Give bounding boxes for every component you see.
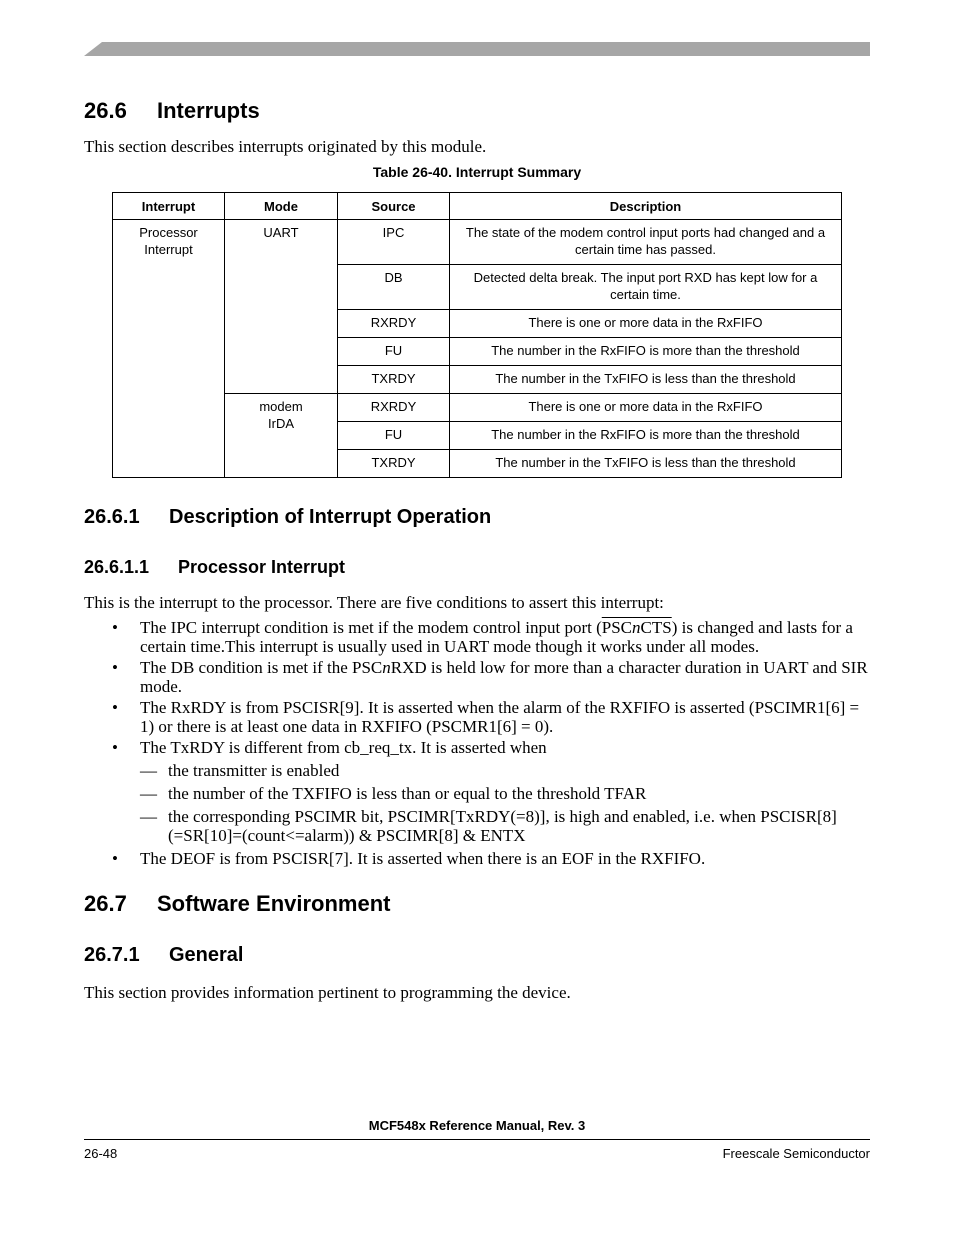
description-cell: The state of the modem control input ports had changed and a certain time has passed. [450,220,842,265]
table-row [113,220,842,265]
bullet-mark: • [112,698,118,717]
description-cell: Detected delta break. The input port RXD has kept low for a certain time. [450,265,842,310]
table-caption: Table 26-40. Interrupt Summary [372,164,582,180]
processor-interrupt-intro: This is the interrupt to the processor. There are five conditions to assert this interrupt: [84,593,664,612]
list-item-txrdy: • The TxRDY is different from cb_req_tx. It is asserted when [112,738,547,757]
table-header-row [113,193,842,220]
section-intro: This section describes interrupts originated by this module. [84,137,487,156]
interrupt-cell: Processor Interrupt [113,220,225,478]
column-header: Source [338,193,450,220]
bullet-mark: • [112,618,118,637]
header-bar [84,42,870,56]
sub-item: — the corresponding PSCIMR bit, PSCIMR[TxRDY(=8)], is high and enabled, i.e. when PSCISR[8] (=SR[10]=(count<=alarm)) & PSCIMR[8] & ENTX [140,807,837,845]
source-cell: TXRDY [338,366,450,394]
description-cell: There is one or more data in the RxFIFO [450,394,842,422]
source-cell: FU [338,422,450,450]
general-intro: This section provides information pertinent to programming the device. [84,983,571,1002]
list-item-deof: • The DEOF is from PSCISR[7]. It is asserted when there is an EOF in the RXFIFO. [112,849,706,868]
footer-rule [84,1139,870,1140]
page-number: 26-48 [84,1146,118,1161]
bullet-mark: • [112,658,118,677]
list-item-db: • The DB condition is met if the PSCnRXD is held low for more than a character duration in UART and SIR mode. [112,658,868,696]
dash-mark: — [140,784,157,803]
bullet-mark: • [112,738,118,757]
source-cell: DB [338,265,450,310]
column-header: Mode [225,193,338,220]
source-cell: IPC [338,220,450,265]
column-header: Description [450,193,842,220]
list-item-rxrdy: • The RxRDY is from PSCISR[9]. It is asserted when the alarm of the RXFIFO is asserted (PSCIMR1[6] = 1) or there is at least one data in RXFIFO (PSCMR1[6] = 0). [112,698,860,736]
description-cell: The number in the RxFIFO is more than the threshold [450,422,842,450]
dash-mark: — [140,807,157,826]
footer-company: Freescale Semiconductor [722,1146,870,1161]
description-cell: The number in the TxFIFO is less than the threshold [450,366,842,394]
sub-item: — the transmitter is enabled [140,761,340,780]
psc-cts-signal: PSCnCTS [601,618,672,637]
section-heading-26-7: 26.7 Software Environment [84,891,391,916]
section-heading-26-7-1: 26.7.1 General [84,944,244,966]
dash-mark: — [140,761,157,780]
bullet-mark: • [112,849,118,868]
interrupt-summary-table [112,192,842,478]
source-cell: RXRDY [338,310,450,338]
sub-item: — the number of the TXFIFO is less than or equal to the threshold TFAR [140,784,647,803]
section-heading-26-6-1-1: 26.6.1.1 Processor Interrupt [84,557,346,577]
section-heading-26-6-1: 26.6.1 Description of Interrupt Operation [84,506,492,528]
list-item-ipc: • The IPC interrupt condition is met if the modem control input port (PSCnCTS) is changed and lasts for a certain time.This interrupt is usually used in UART mode though it works under all modes. [112,618,853,656]
section-heading-26-6: 26.6 Interrupts [84,98,260,123]
footer-title: MCF548x Reference Manual, Rev. 3 [368,1118,586,1133]
condition-list [84,618,870,870]
description-cell: The number in the RxFIFO is more than the threshold [450,338,842,366]
description-cell: There is one or more data in the RxFIFO [450,310,842,338]
description-cell: The number in the TxFIFO is less than the threshold [450,450,842,478]
source-cell: RXRDY [338,394,450,422]
source-cell: TXRDY [338,450,450,478]
column-header: Interrupt [113,193,225,220]
mode-cell: modem IrDA [225,394,338,478]
mode-cell: UART [225,220,338,394]
source-cell: FU [338,338,450,366]
